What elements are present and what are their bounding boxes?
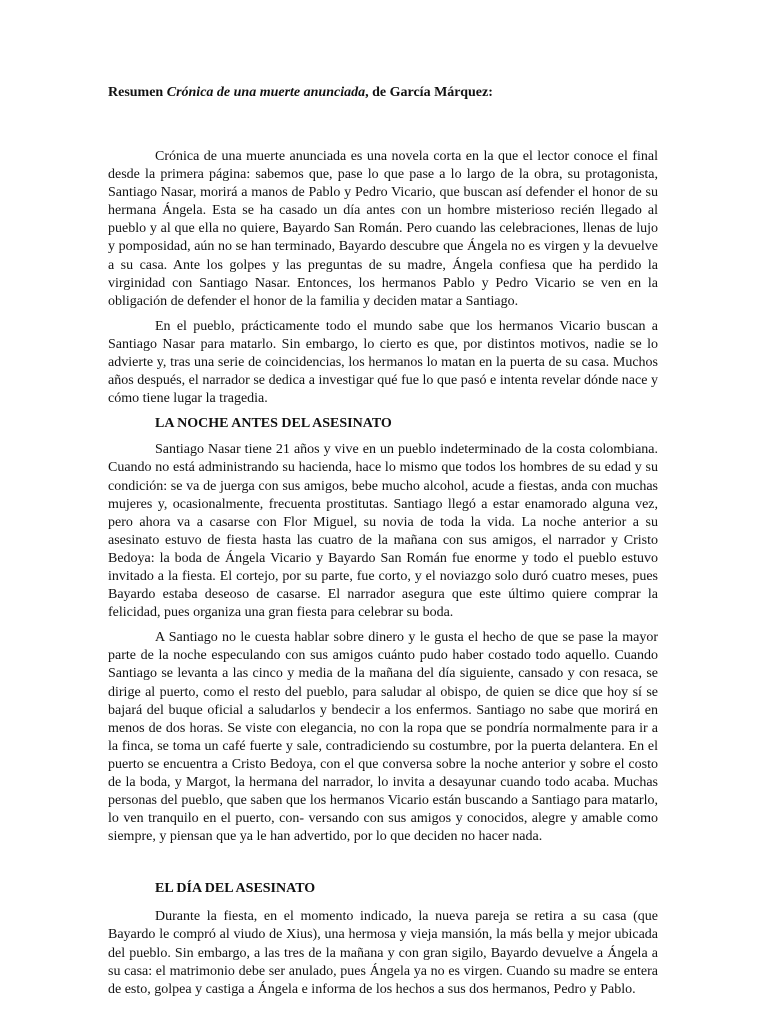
- section-heading-day-of: EL DÍA DEL ASESINATO: [155, 881, 316, 897]
- title-prefix: Resumen: [108, 85, 167, 100]
- section2-paragraph-1: Durante la fiesta, en el momento indicado, la nueva pareja se retira a su casa (que Bayardo le compró al viudo de Xius), una hermosa y vieja mansión, la más bella y mejor ubicada del pueblo. Sin embargo, a las tres de la mañana y con gran sigilo, Bayardo devuelve a Ángela a su casa: el matrimonio debe ser anulado, pues Ángela ya no es virgen. Cuando su madre se entera de esto, golpea y castiga a Ángela e informa de los hechos a sus dos hermanos, Pedro y Pablo.: [108, 909, 658, 997]
- section-heading-night-before: LA NOCHE ANTES DEL ASESINATO: [155, 416, 392, 432]
- section1-paragraph-2: A Santiago no le cuesta hablar sobre dinero y le gusta el hecho de que se pase la mayor parte de la noche especulando con sus amigos cuánto pudo haber costado todo aquello. Cuando Santiago se levanta a las cinco y media de la mañana del día siguiente, cansado y con resaca, se dirige al puerto, como el resto del pueblo, para saludar al obispo, de quien se dice que hoy sí se bajará del buque oficial a saludarlos y bendecir a los enfermos. Santiago no sabe que morirá en menos de dos horas. Se viste con elegancia, no con la ropa que se pondría normalmente para ir a la finca, se toma un café fuerte y sale, contradiciendo su costumbre, por la puerta delantera. En el puerto se encuentra a Cristo Bedoya, con el que conversa sobre la noche anterior y sobre el costo de la boda, y Margot, la hermana del narrador, lo invita a desayunar cuando todo acaba. Muchas personas del pueblo, que saben que los hermanos Vicario están buscando a Santiago para matarlo, lo ven tranquilo en el puerto, con- versando con sus amigos y conocidos, alegre y amable como siempre, y piensan que ya le han advertido, por lo que deciden no hacer nada.: [108, 630, 658, 845]
- intro-paragraph-1: Crónica de una muerte anunciada es una novela corta en la que el lector conoce el final desde la primera página: sabemos que, pase lo que pase a lo largo de la obra, su protagonista, Santiago Nasar, morirá a manos de Pablo y Pedro Vicario, que buscan así defender el honor de su hermana Ángela. Esta se ha casado un día antes con un hombre misterioso recién llegado al pueblo y al que ella no quiere, Bayardo San Román. Pero cuando las celebraciones, llenas de lujo y pomposidad, aún no se han terminado, Bayardo descubre que Ángela no es virgen y la devuelve a su casa. Ante los golpes y las preguntas de su madre, Ángela confiesa que ha perdido la virginidad con Santiago Nasar. Entonces, los hermanos Pablo y Pedro Vicario se ven en la obligación de defender el honor de la familia y deciden matar a Santiago.: [108, 149, 658, 309]
- title-suffix: , de García Márquez:: [365, 85, 493, 100]
- intro-paragraph-2: En el pueblo, prácticamente todo el mundo sabe que los hermanos Vicario buscan a Santiago Nasar para matarlo. Sin embargo, lo cierto es que, por distintos motivos, nadie se lo advierte y, tras una serie de coincidencias, los hermanos lo matan en la puerta de su casa. Muchos años después, el narrador se dedica a investigar qué fue lo que pasó e intenta revelar dónde nace y cómo tiene lugar la tragedia.: [108, 318, 658, 407]
- title-book-name: Crónica de una muerte anunciada: [166, 85, 366, 100]
- section1-paragraph-1: Santiago Nasar tiene 21 años y vive en un pueblo indeterminado de la costa colombiana. Cuando no está administrando su hacienda, hace lo mismo que todos los hombres de su edad y su condición: se va de juerga con sus amigos, bebe mucho alcohol, acude a fiestas, anda con muchas mujeres y, ocasionalmente, frecuenta prostitutas. Santiago llegó a estar enamorado alguna vez, pero ahora va a casarse con Flor Miguel, su novia de toda la vida. La noche anterior a su asesinato estuvo de fiesta hasta las cuatro de la mañana con sus amigos, el narrador y Cristo Bedoya: la boda de Ángela Vicario y Bayardo San Román fue enorme y todo el pueblo estuvo invitado a la fiesta. El cortejo, por su parte, fue corto, y el noviazgo solo duró cuatro meses, pues Bayardo estaba deseoso de casarse. El narrador asegura que este último quiere comprar la felicidad, pues organiza una gran fiesta para celebrar su boda.: [108, 442, 658, 621]
- document-page: [108, 84, 658, 1006]
- document-title: [108, 84, 658, 102]
